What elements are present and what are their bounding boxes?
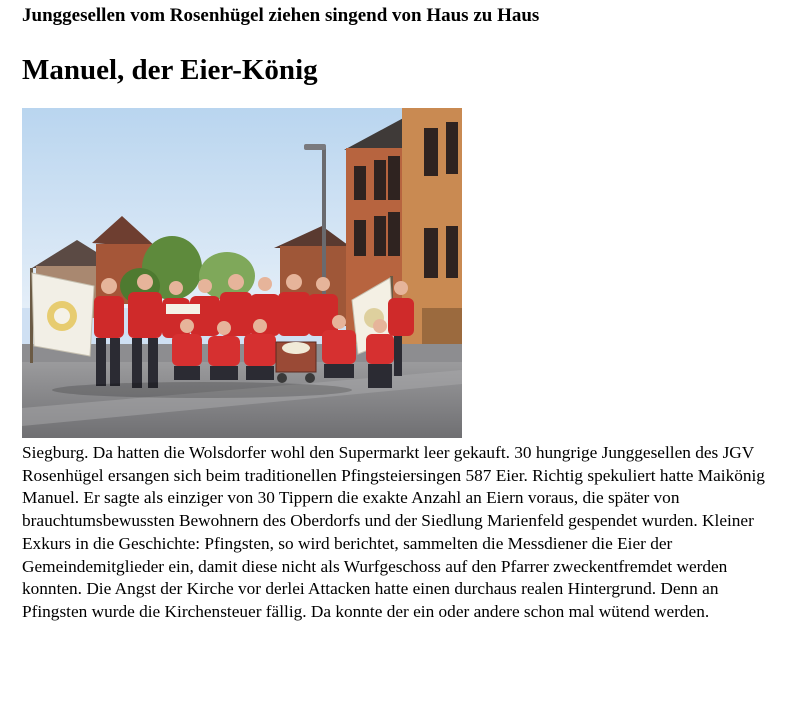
article-photo bbox=[22, 108, 462, 438]
article-body: Siegburg. Da hatten die Wolsdorfer wohl den Supermarkt leer gekauft. 30 hungrige Junggesellen des JGV Rosenhügel ersangen sich beim traditionellen Pfingsteiersingen 587 Eier. Richtig spekuliert hatte Maikönig Manuel. Er sagte als einziger von 30 Tippern die exakte Anzahl an Eiern voraus, die später von brauchtumsbewussten Bewohnern des Oberdorfs und der Siedlung Marienfeld gespendet wurden. Kleiner Exkurs in die Geschichte: Pfingsten, so wird berichtet, sammelten die Messdiener die Eier der Gemeindemitglieder ein, damit diese nicht als Wurfgeschoss auf den Pfarrer zweckentfremdet werden konnten. Die Angst der Kirche vor derlei Attacken hatte einen durchaus realen Hintergrund. Denn an Pfingsten wurde die Kirchensteuer fällig. Da konnte der ein oder andere schon mal wütend werden. bbox=[22, 443, 765, 621]
article-headline: Manuel, der Eier-König bbox=[22, 54, 318, 86]
article-kicker: Junggesellen vom Rosenhügel ziehen singend von Haus zu Haus bbox=[22, 5, 540, 26]
